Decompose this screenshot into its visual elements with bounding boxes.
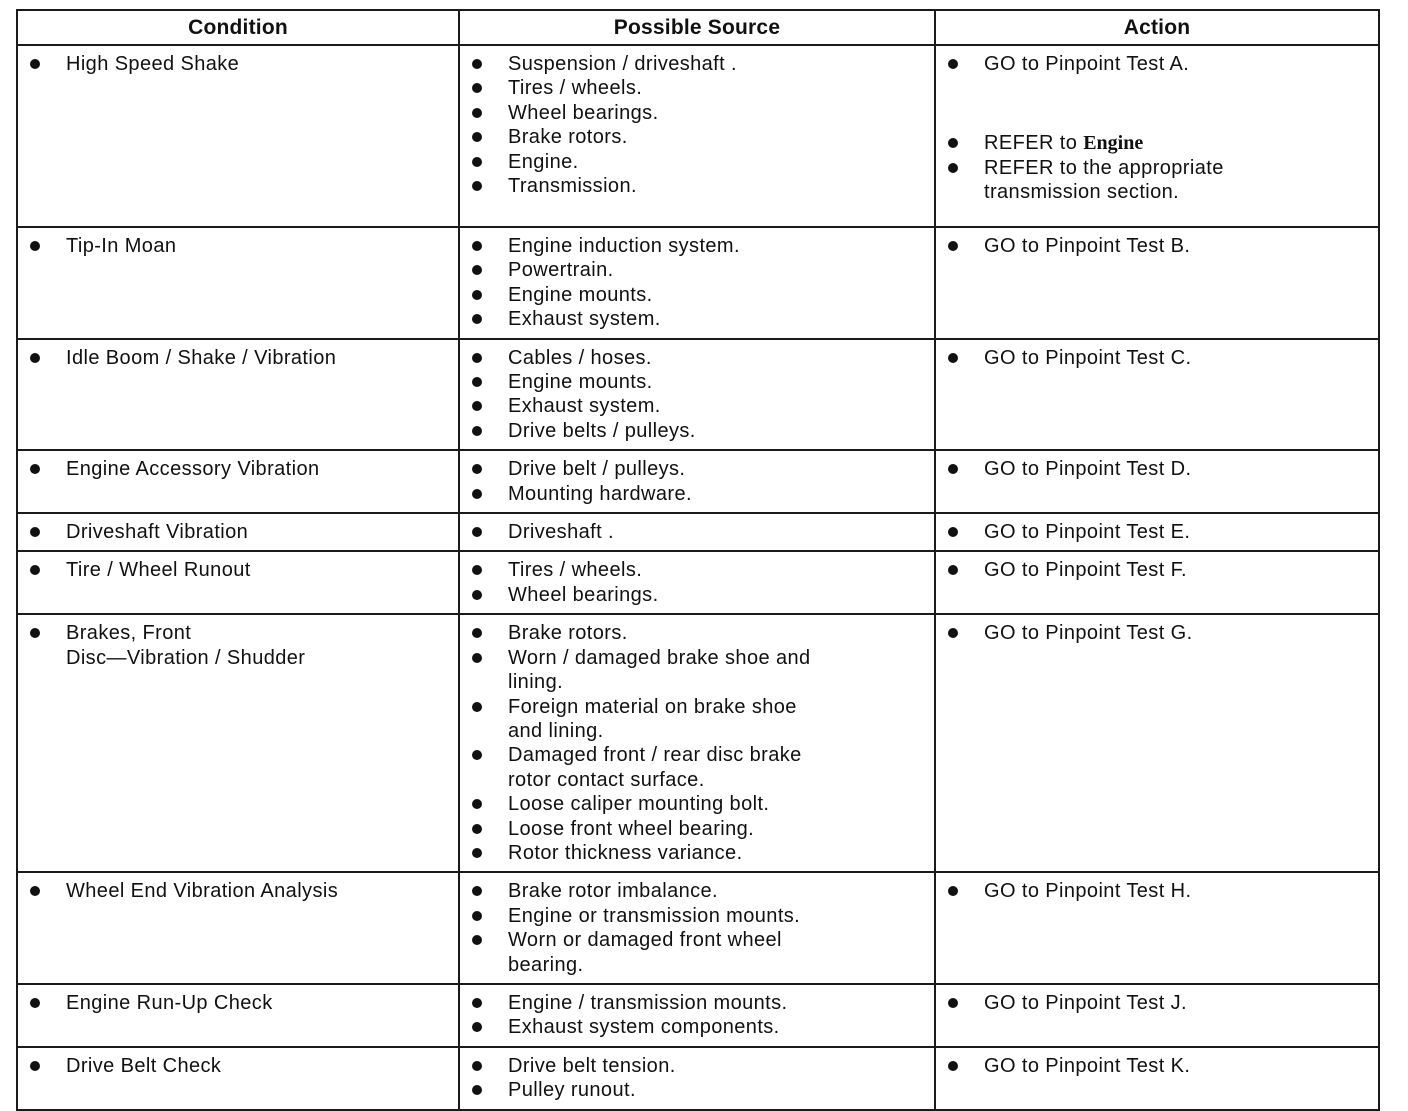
condition-text: Tip-In Moan — [18, 234, 450, 258]
source-item: Engine mounts. — [460, 370, 926, 394]
diagnosis-table — [16, 9, 1380, 1111]
source-item: Brake rotors. — [460, 125, 926, 149]
source-item: Loose caliper mounting bolt. — [460, 792, 926, 816]
source-line: Foreign material on brake shoe — [508, 695, 797, 718]
possible-source-header: Possible Source — [459, 10, 935, 45]
source-cell — [459, 513, 935, 551]
condition-header: Condition — [17, 10, 459, 45]
source-item: Pulley runout. — [460, 1078, 926, 1102]
action-item: GO to Pinpoint Test A. — [936, 52, 1370, 76]
source-item: Drive belt tension. — [460, 1054, 926, 1078]
action-item: GO to Pinpoint Test J. — [936, 991, 1370, 1015]
table-row — [17, 551, 1379, 614]
source-item: Suspension / driveshaft . — [460, 52, 926, 76]
source-item: Tires / wheels. — [460, 558, 926, 582]
table-row — [17, 450, 1379, 513]
action-cell — [935, 984, 1379, 1047]
condition-text: Driveshaft Vibration — [18, 520, 450, 544]
table-row — [17, 45, 1379, 227]
condition-cell — [17, 551, 459, 614]
action-item: GO to Pinpoint Test K. — [936, 1054, 1370, 1078]
action-item: GO to Pinpoint Test D. — [936, 457, 1370, 481]
source-line: and lining. — [508, 719, 604, 742]
table-row — [17, 614, 1379, 872]
source-item: Driveshaft . — [460, 520, 926, 544]
action-item: GO to Pinpoint Test E. — [936, 520, 1370, 544]
source-item: Engine or transmission mounts. — [460, 904, 926, 928]
condition-cell — [17, 513, 459, 551]
condition-cell — [17, 984, 459, 1047]
source-item: Exhaust system. — [460, 394, 926, 418]
action-cell — [935, 339, 1379, 451]
source-item: Engine mounts. — [460, 283, 926, 307]
source-cell — [459, 450, 935, 513]
action-line: REFER to the appropriate — [984, 156, 1224, 179]
source-item: Drive belt / pulleys. — [460, 457, 926, 481]
action-item: GO to Pinpoint Test H. — [936, 879, 1370, 903]
source-cell — [459, 339, 935, 451]
action-item — [936, 131, 1370, 155]
table-row — [17, 872, 1379, 984]
action-cell — [935, 450, 1379, 513]
source-item — [460, 646, 926, 695]
source-cell — [459, 227, 935, 339]
source-item: Transmission. — [460, 174, 926, 198]
source-line: rotor contact surface. — [508, 768, 705, 791]
source-cell — [459, 45, 935, 227]
source-item: Mounting hardware. — [460, 482, 926, 506]
condition-text — [18, 621, 450, 670]
action-spacer — [936, 82, 1378, 131]
source-line: bearing. — [508, 953, 584, 976]
source-item: Brake rotor imbalance. — [460, 879, 926, 903]
action-cell — [935, 227, 1379, 339]
condition-text: Wheel End Vibration Analysis — [18, 879, 450, 903]
source-line: Worn / damaged brake shoe and — [508, 646, 811, 669]
action-item — [936, 156, 1370, 205]
source-cell — [459, 872, 935, 984]
action-cell — [935, 1047, 1379, 1110]
condition-text: Engine Accessory Vibration — [18, 457, 450, 481]
source-line: Worn or damaged front wheel — [508, 929, 782, 952]
action-item: GO to Pinpoint Test C. — [936, 346, 1370, 370]
source-item: Drive belts / pulleys. — [460, 419, 926, 443]
table-row — [17, 227, 1379, 339]
condition-cell — [17, 450, 459, 513]
source-item: Engine induction system. — [460, 234, 926, 258]
action-item: GO to Pinpoint Test B. — [936, 234, 1370, 258]
action-item: GO to Pinpoint Test F. — [936, 558, 1370, 582]
refer-text: REFER to — [984, 132, 1078, 155]
source-item: Brake rotors. — [460, 621, 926, 645]
source-line: Damaged front / rear disc brake — [508, 744, 802, 767]
condition-cell — [17, 1047, 459, 1110]
source-item: Wheel bearings. — [460, 101, 926, 125]
condition-text: Idle Boom / Shake / Vibration — [18, 346, 450, 370]
source-cell — [459, 984, 935, 1047]
source-line: lining. — [508, 671, 564, 694]
table-row — [17, 513, 1379, 551]
action-line: transmission section. — [984, 181, 1180, 204]
source-item: Cables / hoses. — [460, 346, 926, 370]
table-row — [17, 1047, 1379, 1110]
source-item — [460, 743, 926, 792]
source-item: Rotor thickness variance. — [460, 841, 926, 865]
action-cell — [935, 551, 1379, 614]
action-header: Action — [935, 10, 1379, 45]
action-cell — [935, 872, 1379, 984]
condition-line: Disc—Vibration / Shudder — [66, 646, 306, 669]
source-cell — [459, 614, 935, 872]
source-item: Engine. — [460, 150, 926, 174]
condition-text: Tire / Wheel Runout — [18, 558, 450, 582]
condition-line: Brakes, Front — [66, 622, 192, 645]
table-row — [17, 984, 1379, 1047]
source-item — [460, 928, 926, 977]
condition-cell — [17, 45, 459, 227]
source-item: Engine / transmission mounts. — [460, 991, 926, 1015]
header-row — [17, 10, 1379, 45]
action-item: GO to Pinpoint Test G. — [936, 621, 1370, 645]
source-item: Powertrain. — [460, 258, 926, 282]
condition-cell — [17, 614, 459, 872]
table-row — [17, 339, 1379, 451]
source-item: Tires / wheels. — [460, 76, 926, 100]
condition-cell — [17, 227, 459, 339]
source-item: Exhaust system components. — [460, 1015, 926, 1039]
condition-text: Engine Run-Up Check — [18, 991, 450, 1015]
source-item: Exhaust system. — [460, 307, 926, 331]
source-item — [460, 695, 926, 744]
condition-cell — [17, 339, 459, 451]
condition-text: High Speed Shake — [18, 52, 450, 76]
engine-reference-link[interactable]: Engine — [1083, 132, 1144, 155]
action-cell — [935, 614, 1379, 872]
action-cell — [935, 45, 1379, 227]
condition-cell — [17, 872, 459, 984]
source-cell — [459, 1047, 935, 1110]
source-item: Wheel bearings. — [460, 583, 926, 607]
condition-text: Drive Belt Check — [18, 1054, 450, 1078]
source-cell — [459, 551, 935, 614]
source-item: Loose front wheel bearing. — [460, 817, 926, 841]
action-cell — [935, 513, 1379, 551]
